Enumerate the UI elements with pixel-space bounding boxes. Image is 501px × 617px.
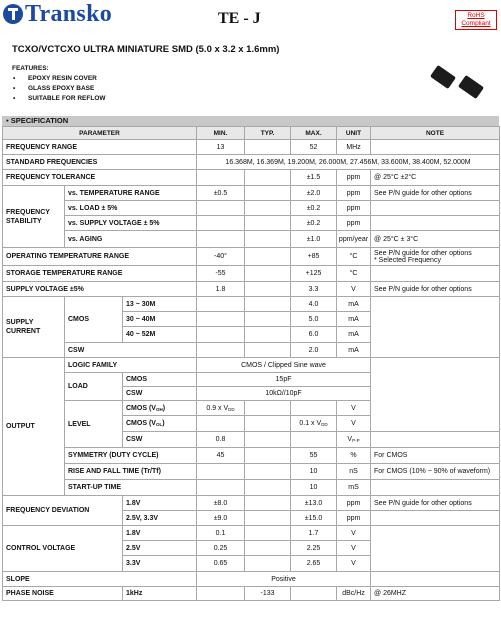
min-value bbox=[197, 170, 245, 186]
table-row bbox=[3, 216, 500, 231]
typ-value bbox=[245, 496, 291, 511]
smd-chip-image bbox=[458, 75, 484, 99]
note-value: @ 26MHZ bbox=[371, 587, 500, 601]
subscript: DD bbox=[228, 406, 235, 412]
table-row bbox=[3, 448, 500, 464]
note-value bbox=[371, 358, 500, 432]
typ-value bbox=[245, 432, 291, 448]
min-value: 0.25 bbox=[197, 541, 245, 556]
feature-item: • SUITABLE FOR REFLOW bbox=[12, 94, 106, 104]
text-part: ) bbox=[162, 404, 166, 412]
table-row bbox=[3, 140, 500, 155]
note-value bbox=[371, 511, 500, 526]
param-sublabel: vs. LOAD ± 5% bbox=[65, 201, 197, 216]
min-value: ±8.0 bbox=[197, 496, 245, 511]
table-header-row bbox=[3, 127, 500, 140]
max-value: 3.3 bbox=[291, 282, 337, 297]
unit-value: nS bbox=[337, 464, 371, 480]
unit-value: °C bbox=[337, 248, 371, 266]
param-sublabel: vs. TEMPERATURE RANGE bbox=[65, 186, 197, 201]
param-label: OPERATING TEMPERATURE RANGE bbox=[3, 248, 197, 266]
max-value: 4.0 bbox=[291, 297, 337, 312]
unit-value: V bbox=[337, 416, 371, 432]
min-value bbox=[197, 343, 245, 358]
typ-value bbox=[245, 511, 291, 526]
param-sublabel: CMOS bbox=[123, 373, 197, 387]
unit-value: V bbox=[337, 282, 371, 297]
unit-value: mA bbox=[337, 343, 371, 358]
unit-value: ppm bbox=[337, 170, 371, 186]
smd-chip-image bbox=[430, 65, 456, 89]
note-value: See P/N guide for other options bbox=[371, 282, 500, 297]
min-value bbox=[197, 480, 245, 496]
typ-value bbox=[245, 248, 291, 266]
unit-value: % bbox=[337, 448, 371, 464]
max-value: ±2.0 bbox=[291, 186, 337, 201]
typ-value bbox=[245, 266, 291, 282]
model-title: TE - J bbox=[218, 10, 261, 27]
feature-item: • EPOXY RESIN COVER bbox=[12, 74, 106, 84]
load-cmos-value: 15pF bbox=[197, 373, 371, 387]
brand-name: Transko bbox=[25, 1, 113, 27]
note-line: See P/N guide for other options bbox=[374, 249, 472, 257]
max-value: 10 bbox=[291, 464, 337, 480]
param-sublabel: LOGIC FAMILY bbox=[65, 358, 197, 373]
table-row bbox=[3, 358, 500, 373]
note-value bbox=[371, 140, 500, 155]
typ-value bbox=[245, 231, 291, 248]
max-value: ±0.2 bbox=[291, 201, 337, 216]
note-value: For CMOS bbox=[371, 448, 500, 464]
unit-value: mA bbox=[337, 327, 371, 343]
typ-value bbox=[245, 416, 291, 432]
table-row bbox=[3, 201, 500, 216]
table-row bbox=[3, 496, 500, 511]
table-row bbox=[3, 587, 500, 601]
typ-value bbox=[245, 186, 291, 201]
min-value: 0.1 bbox=[197, 526, 245, 541]
param-label: STANDARD FREQUENCIES bbox=[3, 155, 197, 170]
subscript: DD bbox=[321, 422, 328, 427]
param-label: STORAGE TEMPERATURE RANGE bbox=[3, 266, 197, 282]
min-value: 0.65 bbox=[197, 556, 245, 572]
param-sublabel: RISE AND FALL TIME (Tr/Tf) bbox=[65, 464, 197, 480]
table-row bbox=[3, 155, 500, 170]
max-value: 55 bbox=[291, 448, 337, 464]
voltage-label: 2.5V bbox=[123, 541, 197, 556]
unit-value: V bbox=[337, 556, 371, 572]
min-value bbox=[197, 231, 245, 248]
max-value bbox=[291, 432, 337, 448]
min-value: 13 bbox=[197, 140, 245, 155]
note-value bbox=[371, 248, 500, 266]
min-value bbox=[197, 401, 245, 416]
logic-family-value: CMOS / Clipped Sine wave bbox=[197, 358, 371, 373]
param-sublabel: START-UP TIME bbox=[65, 480, 197, 496]
unit-value: ppm bbox=[337, 201, 371, 216]
output-label: OUTPUT bbox=[3, 358, 65, 496]
typ-value bbox=[245, 343, 291, 358]
col-header-parameter: PARAMETER bbox=[3, 127, 197, 140]
freq-range-label: 13 ~ 30M bbox=[123, 297, 197, 312]
param-sublabel: CSW bbox=[123, 432, 197, 448]
subscript: OL bbox=[155, 422, 163, 427]
rohs-line1: RoHS bbox=[467, 12, 485, 19]
unit-value: ppm bbox=[337, 511, 371, 526]
max-value: ±15.0 bbox=[291, 511, 337, 526]
param-sublabel: CSW bbox=[65, 343, 197, 358]
offset-label: 1kHz bbox=[123, 587, 197, 601]
param-label: SUPPLY VOLTAGE ±5% bbox=[3, 282, 197, 297]
typ-value bbox=[245, 480, 291, 496]
min-value bbox=[197, 416, 245, 432]
min-value: -55 bbox=[197, 266, 245, 282]
rohs-compliant-badge[interactable] bbox=[455, 10, 497, 30]
voltage-label: 3.3V bbox=[123, 556, 197, 572]
min-value: 0.8 bbox=[197, 432, 245, 448]
param-label: FREQUENCY DEVIATION bbox=[3, 496, 123, 526]
table-row bbox=[3, 526, 500, 541]
note-value bbox=[371, 526, 500, 572]
max-value: +125 bbox=[291, 266, 337, 282]
voltage-label: 1.8V bbox=[123, 526, 197, 541]
table-row bbox=[3, 464, 500, 480]
unit-value: mA bbox=[337, 312, 371, 327]
typ-value bbox=[245, 526, 291, 541]
label-line: STABILITY bbox=[6, 217, 42, 225]
min-value bbox=[197, 464, 245, 480]
min-value bbox=[197, 297, 245, 312]
max-value: 52 bbox=[291, 140, 337, 155]
param-label: CONTROL VOLTAGE bbox=[3, 526, 123, 572]
min-value bbox=[197, 201, 245, 216]
col-header-note: NOTE bbox=[371, 127, 500, 140]
typ-value bbox=[245, 297, 291, 312]
label-line: SUPPLY bbox=[6, 319, 34, 326]
text-part: CMOS (V bbox=[126, 404, 156, 412]
note-value bbox=[371, 480, 500, 496]
min-value: -40° bbox=[197, 248, 245, 266]
text-part: ) bbox=[162, 420, 165, 427]
param-label: SLOPE bbox=[3, 572, 197, 587]
param-sublabel: vs. AGING bbox=[65, 231, 197, 248]
note-value: See P/N guide for other options bbox=[371, 496, 500, 511]
unit-value: dBc/Hz bbox=[337, 587, 371, 601]
table-row bbox=[3, 266, 500, 282]
table-row bbox=[3, 572, 500, 587]
unit-value: °C bbox=[337, 266, 371, 282]
min-value bbox=[197, 587, 245, 601]
min-value bbox=[197, 327, 245, 343]
load-csw-value: 10kΩ//10pF bbox=[197, 387, 371, 401]
voltage-label: 1.8V bbox=[123, 496, 197, 511]
typ-value bbox=[245, 170, 291, 186]
max-value: ±1.5 bbox=[291, 170, 337, 186]
unit-value: MHz bbox=[337, 140, 371, 155]
table-row bbox=[3, 170, 500, 186]
typ-value bbox=[245, 327, 291, 343]
note-value bbox=[371, 201, 500, 216]
label-line: CURRENT bbox=[6, 328, 41, 335]
param-sublabel: SYMMETRY (DUTY CYCLE) bbox=[65, 448, 197, 464]
max-value: 1.7 bbox=[291, 526, 337, 541]
frequency-stability-label bbox=[3, 186, 65, 248]
param-sublabel: LOAD bbox=[65, 373, 123, 401]
min-value bbox=[197, 312, 245, 327]
specification-table bbox=[2, 126, 500, 601]
freq-range-label: 40 ~ 52M bbox=[123, 327, 197, 343]
typ-value bbox=[245, 401, 291, 416]
typ-value bbox=[245, 140, 291, 155]
param-label: FREQUENCY RANGE bbox=[3, 140, 197, 155]
max-value: +85 bbox=[291, 248, 337, 266]
col-header-min: MIN. bbox=[197, 127, 245, 140]
features-list bbox=[12, 74, 106, 104]
text-part: V bbox=[347, 436, 353, 443]
unit-value: mA bbox=[337, 297, 371, 312]
typ-value bbox=[245, 312, 291, 327]
header bbox=[0, 0, 501, 38]
typ-value bbox=[245, 464, 291, 480]
unit-value: V bbox=[337, 401, 371, 416]
unit-value: ppm bbox=[337, 186, 371, 201]
table-row bbox=[3, 282, 500, 297]
voltage-label: 2.5V, 3.3V bbox=[123, 511, 197, 526]
min-value: 45 bbox=[197, 448, 245, 464]
col-header-max: MAX. bbox=[291, 127, 337, 140]
specification-heading: ▪ SPECIFICATION bbox=[2, 116, 499, 126]
max-value bbox=[291, 416, 337, 432]
note-value: For CMOS (10% ~ 90% of waveform) bbox=[371, 464, 500, 480]
min-value bbox=[197, 216, 245, 231]
note-value bbox=[371, 266, 500, 282]
subscript: P-P bbox=[352, 438, 360, 443]
max-value bbox=[291, 587, 337, 601]
min-value: ±9.0 bbox=[197, 511, 245, 526]
param-label: PHASE NOISE bbox=[3, 587, 123, 601]
min-value: 1.8 bbox=[197, 282, 245, 297]
max-value: 5.0 bbox=[291, 312, 337, 327]
max-value: 2.25 bbox=[291, 541, 337, 556]
text-part: CMOS (V bbox=[126, 420, 156, 427]
unit-value bbox=[337, 432, 371, 448]
note-value bbox=[371, 572, 500, 587]
max-value: ±1.0 bbox=[291, 231, 337, 248]
typ-value bbox=[245, 201, 291, 216]
typ-value: -133 bbox=[245, 587, 291, 601]
note-value: See P/N guide for other options bbox=[371, 186, 500, 201]
col-header-unit: UNIT bbox=[337, 127, 371, 140]
unit-value: ppm/year bbox=[337, 231, 371, 248]
note-value bbox=[371, 216, 500, 231]
transko-logo-icon bbox=[3, 4, 23, 24]
rohs-line2: Compliant bbox=[461, 20, 491, 27]
max-value: 6.0 bbox=[291, 327, 337, 343]
table-row bbox=[3, 186, 500, 201]
typ-value bbox=[245, 541, 291, 556]
unit-value: V bbox=[337, 526, 371, 541]
note-value bbox=[371, 432, 500, 448]
typ-value bbox=[245, 282, 291, 297]
max-value: 2.65 bbox=[291, 556, 337, 572]
typ-value bbox=[245, 448, 291, 464]
features-heading: FEATURES: bbox=[12, 65, 49, 72]
label-line: FREQUENCY bbox=[6, 208, 50, 216]
param-label: FREQUENCY TOLERANCE bbox=[3, 170, 197, 186]
typ-value bbox=[245, 216, 291, 231]
text-part: 0.1 x V bbox=[299, 420, 322, 427]
unit-value: V bbox=[337, 541, 371, 556]
subscript: OH bbox=[155, 406, 163, 412]
table-row bbox=[3, 248, 500, 266]
param-sublabel: CSW bbox=[123, 387, 197, 401]
supply-current-label bbox=[3, 297, 65, 358]
param-sublabel: CMOS bbox=[65, 297, 123, 343]
product-title: TCXO/VCTCXO ULTRA MINIATURE SMD (5.0 x 3.2 x 1.6mm) bbox=[12, 44, 280, 55]
note-value: @ 25°C ±2°C bbox=[371, 170, 500, 186]
min-value: ±0.5 bbox=[197, 186, 245, 201]
note-value bbox=[371, 297, 500, 358]
max-value: 10 bbox=[291, 480, 337, 496]
feature-item: • GLASS EPOXY BASE bbox=[12, 84, 106, 94]
note-line: * Selected Frequency bbox=[374, 256, 441, 264]
table-row bbox=[3, 231, 500, 248]
col-header-typ: TYP. bbox=[245, 127, 291, 140]
max-value: ±0.2 bbox=[291, 216, 337, 231]
unit-value: ppm bbox=[337, 216, 371, 231]
max-value bbox=[291, 401, 337, 416]
param-sublabel: LEVEL bbox=[65, 401, 123, 448]
text-part: 0.9 x V bbox=[206, 404, 229, 412]
table-row bbox=[3, 480, 500, 496]
unit-value: mS bbox=[337, 480, 371, 496]
max-value: ±13.0 bbox=[291, 496, 337, 511]
table-row bbox=[3, 297, 500, 312]
max-value: 2.0 bbox=[291, 343, 337, 358]
slope-value: Positive bbox=[197, 572, 371, 587]
note-value: @ 25°C ± 3°C bbox=[371, 231, 500, 248]
freq-range-label: 30 ~ 40M bbox=[123, 312, 197, 327]
unit-value: ppm bbox=[337, 496, 371, 511]
param-sublabel bbox=[123, 416, 197, 432]
standard-frequencies-value: 16.368M, 16.369M, 19.200M, 26.000M, 27.456M, 33.600M, 38.400M, 52.000M bbox=[197, 155, 500, 170]
typ-value bbox=[245, 556, 291, 572]
param-sublabel: vs. SUPPLY VOLTAGE ± 5% bbox=[65, 216, 197, 231]
param-sublabel bbox=[123, 401, 197, 416]
